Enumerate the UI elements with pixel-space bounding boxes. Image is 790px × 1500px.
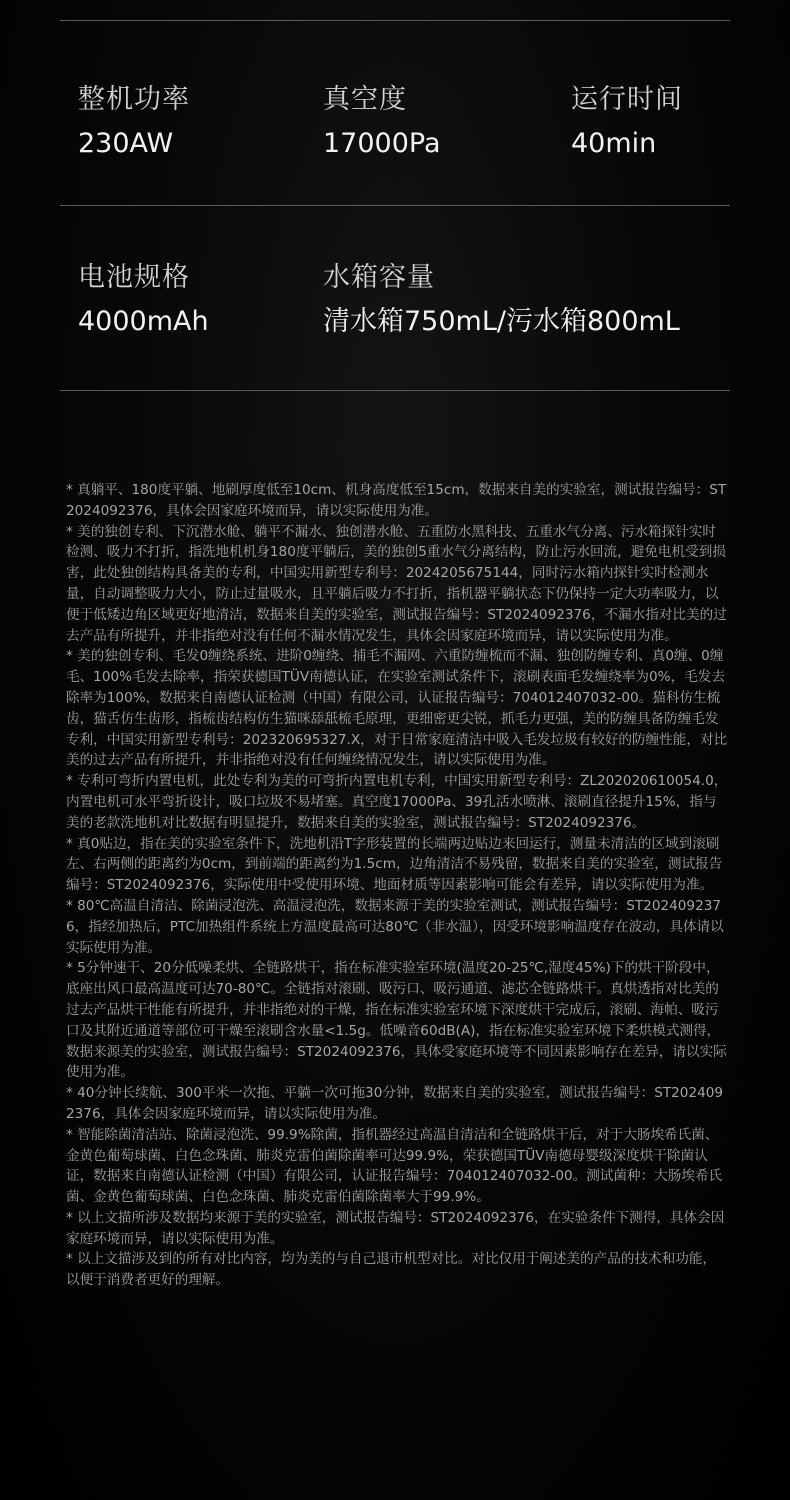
footnote-item: * 智能除菌清洁站、除菌浸泡洗、99.9%除菌，指机器经过高温自清洁和全链路烘干后，对于大肠埃希氏菌、金黄色葡萄球菌、白色念珠菌、肺炎克雷伯菌除菌率可达99.9%，荣获德国TÜV南德母婴级深度烘干除菌认证，数据来自南德认证检测（中国）有限公司，认证报告编号：704012407032-00。测试菌种：大肠埃希氏菌、金黄色葡萄球菌、白色念珠菌、肺炎克雷伯菌除菌率大于99.9%。: [66, 1126, 723, 1206]
spec-runtime-label: 运行时间: [571, 84, 683, 115]
footnotes: [66, 480, 728, 1291]
spec-vacuum-label: 真空度: [323, 84, 407, 115]
spec-tank-value: 清水箱750mL/污水箱800mL: [323, 306, 680, 337]
spec-power: [78, 82, 190, 162]
footnote-item: * 专利可弯折内置电机，此处专利为美的可弯折内置电机专利，中国实用新型专利号：ZL202020610054.0，内置电机可水平弯折设计，吸口垃圾不易堵塞。真空度17000Pa、39孔活水喷淋、滚刷直径提升15%，指与美的老款洗地机对比数据有明显提升，数据来自美的实验室，测试报告编号：ST2024092376。: [66, 773, 728, 831]
footnote-item: * 以上文描涉及到的所有对比内容，均为美的与自己退市机型对比。对比仅用于阐述美的产品的技术和功能，以便于消费者更好的理解。: [66, 1251, 717, 1289]
footnote-item: * 以上文描所涉及数据均来源于美的实验室，测试报告编号：ST2024092376，在实验条件下测得，具体会因家庭环境而异，请以实际使用为准。: [66, 1209, 725, 1247]
footnote-item: * 80℃高温自清洁、除菌浸泡洗、高温浸泡洗，数据来源于美的实验室测试，测试报告编号：ST2024092376，指经加热后，PTC加热组件系统上方温度最高可达80℃（非水温），因受环境影响温度存在波动，具体请以实际使用为准。: [66, 897, 724, 956]
spec-runtime: [571, 82, 683, 162]
spec-battery-value: 4000mAh: [78, 306, 209, 337]
spec-vacuum-value: 17000Pa: [323, 128, 441, 159]
footnote-item: * 40分钟长续航、300平米一次拖、平躺一次可拖30分钟，数据来自美的实验室，测试报告编号：ST2024092376，具体会因家庭环境而异，请以实际使用为准。: [66, 1085, 724, 1122]
divider-bottom: [60, 390, 730, 391]
divider-middle: [60, 205, 730, 206]
spec-vacuum: [323, 82, 441, 162]
spec-battery-label: 电池规格: [78, 262, 190, 293]
spec-runtime-value: 40min: [571, 128, 657, 159]
spec-power-label: 整机功率: [78, 84, 190, 115]
footnote-item: * 美的独创专利、下沉潜水舱、躺平不漏水、独创潜水舱、五重防水黑科技、五重水气分离、污水箱探针实时检测、吸力不打折，指洗地机机身180度平躺后，美的独创5重水气分离结构，防止污水回流，避免电机受到损害，此处独创结构具备美的专利，中国实用新型专利号：2024205675144，同时污水箱内探针实时检测水量，自动调整吸力大小，防止过量吸水，且平躺后吸力不打折，指机器平躺状态下仍保持一定大功率吸力，以便于低矮边角区域更好地清洁，数据来自美的实验室，测试报告编号：ST2024092376，不漏水指对比美的过去产品有所提升，并非指绝对没有任何不漏水情况发生，具体会因家庭环境而异，请以实际使用为准。: [66, 523, 727, 644]
footnote-item: * 真躺平、180度平躺、地刷厚度低至10cm、机身高度低至15cm，数据来自美的实验室，测试报告编号：ST2024092376，具体会因家庭环境而异，请以实际使用为准。: [66, 482, 727, 519]
divider-top: [60, 20, 730, 21]
spec-tank-label: 水箱容量: [323, 262, 435, 293]
spec-battery: [78, 260, 209, 340]
spec-power-value: 230AW: [78, 128, 174, 159]
spec-tank: [323, 260, 680, 340]
footnote-item: * 美的独创专利、毛发0缠绕系统、进阶0缠绕、捕毛不漏网、六重防缠梳而不漏、独创防缠专利、真0缠、0缠毛、100%毛发去除率，指荣获德国TÜV南德认证，在实验室测试条件下，滚刷表面毛发缠绕率为0%，毛发去除率为100%，数据来自南德认证检测（中国）有限公司，认证报告编号：704012407032-00。猫科仿生梳齿，猫舌仿生齿形，指梳齿结构仿生猫咪舔舐梳毛原理，更细密更尖锐，抓毛力更强，美的防缠具备防缠毛发专利，中国实用新型专利号：202320695327.X，对于日常家庭清洁中吸入毛发垃圾有较好的防缠性能，对比美的过去产品有所提升，并非指绝对没有任何缠绕情况发生，请以实际使用为准。: [66, 648, 728, 769]
footnote-item: * 真0贴边，指在美的实验室条件下，洗地机沿T字形装置的长端两边贴边来回运行，测量未清洁的区域到滚刷左、右两侧的距离约为0cm，到前端的距离约为1.5cm，边角清洁不易残留，数据来自美的实验室，测试报告编号：ST2024092376，实际使用中受使用环境、地面材质等因素影响可能会有差异，请以实际使用为准。: [66, 835, 723, 894]
footnote-item: * 5分钟速干、20分低噪柔烘、全链路烘干，指在标准实验室环境(温度20-25℃,湿度45%)下的烘干阶段中，底座出风口最高温度可达70-80℃。全链指对滚刷、吸污口、吸污通道、滤芯全链路烘干。真烘透指对比美的过去产品烘干性能有所提升，并非指绝对的干燥，指在标准实验室环境下深度烘干完成后，滚刷、海帕、吸污口及其附近通道等部位可干燥至滚刷含水量<1.5g。低噪音60dB(A)，指在标准实验室环境下柔烘模式测得，数据来源美的实验室，测试报告编号：ST2024092376，具体受家庭环境等不同因素影响存在差异，请以实际使用为准。: [66, 960, 727, 1081]
